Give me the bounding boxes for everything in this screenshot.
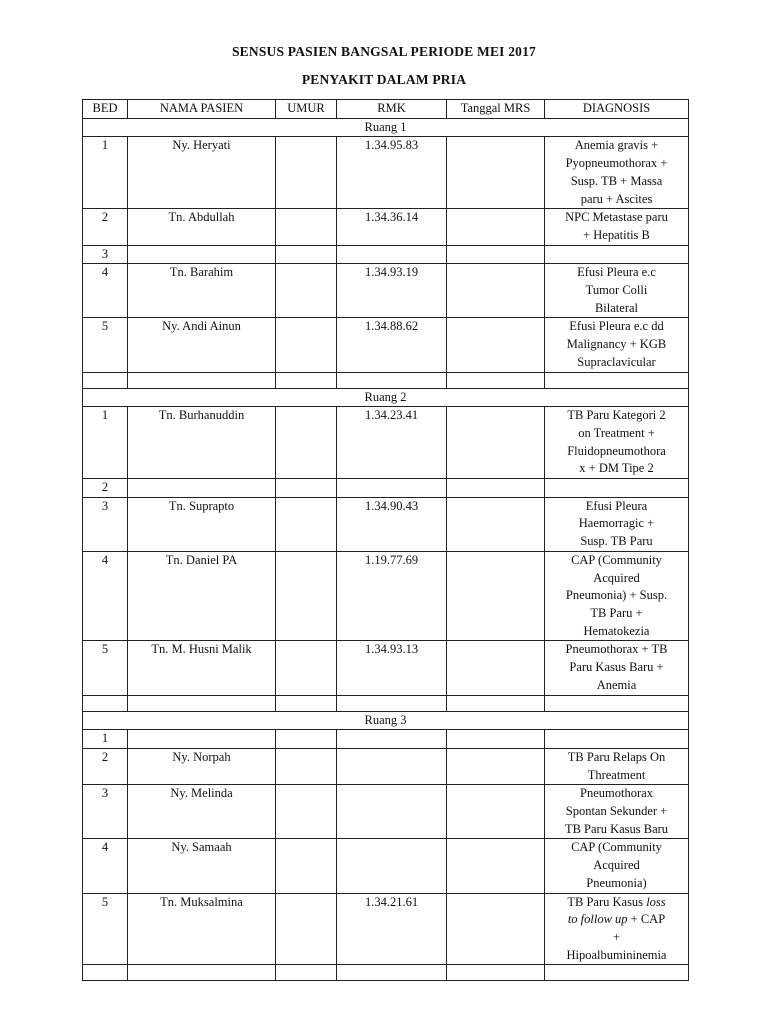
table-row <box>83 748 689 784</box>
spacer-cell <box>447 965 545 981</box>
patient-name: Tn. Suprapto <box>128 497 276 551</box>
table-row <box>83 407 689 479</box>
diagnosis-line: Susp. TB + Massa <box>570 173 663 188</box>
patient-age <box>276 497 337 551</box>
diagnosis-line: Acquired <box>593 858 640 873</box>
patient-mrs-date <box>447 318 545 372</box>
patient-name: Tn. M. Husni Malik <box>128 641 276 695</box>
room-row <box>83 388 689 407</box>
patient-mrs-date <box>447 407 545 479</box>
patient-name <box>128 245 276 264</box>
table-row <box>83 137 689 209</box>
patient-name: Ny. Andi Ainun <box>128 318 276 372</box>
room-row <box>83 118 689 137</box>
table-row <box>83 318 689 372</box>
header-diagnosis: DIAGNOSIS <box>545 100 689 119</box>
census-table <box>82 99 689 981</box>
patient-rmk <box>337 839 447 893</box>
diagnosis-part: loss <box>646 894 666 909</box>
bed-number: 3 <box>83 785 128 839</box>
bed-number: 2 <box>83 209 128 245</box>
header-tanggal-mrs: Tanggal MRS <box>447 100 545 119</box>
table-row <box>83 641 689 695</box>
spacer-cell <box>83 695 128 711</box>
table-row <box>83 264 689 318</box>
patient-age <box>276 264 337 318</box>
table-row <box>83 893 689 965</box>
patient-diagnosis <box>545 318 689 372</box>
diagnosis-line: Haemorragic + <box>578 516 655 531</box>
header-nama-pasien: NAMA PASIEN <box>128 100 276 119</box>
room-name: Ruang 3 <box>83 711 689 730</box>
patient-name: Tn. Daniel PA <box>128 551 276 641</box>
patient-diagnosis <box>545 839 689 893</box>
patient-name <box>128 479 276 498</box>
header-bed: BED <box>83 100 128 119</box>
spacer-cell <box>447 695 545 711</box>
patient-diagnosis <box>545 137 689 209</box>
bed-number: 2 <box>83 748 128 784</box>
diagnosis-line: TB Paru + <box>590 605 643 620</box>
patient-rmk: 1.34.23.41 <box>337 407 447 479</box>
patient-age <box>276 839 337 893</box>
patient-age <box>276 209 337 245</box>
spacer-cell <box>276 965 337 981</box>
patient-mrs-date <box>447 209 545 245</box>
patient-mrs-date <box>447 264 545 318</box>
bed-number: 5 <box>83 893 128 965</box>
diagnosis-line: TB Paru Kasus Baru <box>564 821 669 836</box>
patient-rmk: 1.34.95.83 <box>337 137 447 209</box>
spacer-cell <box>276 372 337 388</box>
diagnosis-line: Pneumothorax <box>580 786 653 801</box>
spacer-cell <box>545 372 689 388</box>
diagnosis-part: to follow up <box>567 912 628 927</box>
patient-name: Tn. Burhanuddin <box>128 407 276 479</box>
diagnosis-line: Pneumothorax + TB <box>565 642 668 657</box>
diagnosis-line: Spontan Sekunder + <box>565 804 668 819</box>
spacer-cell <box>83 965 128 981</box>
spacer-cell <box>447 372 545 388</box>
spacer-cell <box>337 695 447 711</box>
bed-number: 1 <box>83 730 128 749</box>
patient-mrs-date <box>447 497 545 551</box>
room-name: Ruang 1 <box>83 118 689 137</box>
patient-rmk <box>337 479 447 498</box>
spacer-cell <box>83 372 128 388</box>
bed-number: 4 <box>83 264 128 318</box>
diagnosis-line: Efusi Pleura <box>585 498 648 513</box>
spacer-cell <box>128 372 276 388</box>
diagnosis-part: + CAP <box>627 912 666 927</box>
patient-mrs-date <box>447 893 545 965</box>
patient-rmk <box>337 730 447 749</box>
diagnosis-part: + <box>612 929 621 944</box>
document-subtitle: PENYAKIT DALAM PRIA <box>301 72 467 87</box>
bed-number: 5 <box>83 318 128 372</box>
diagnosis-line: CAP (Community <box>571 840 662 855</box>
patient-mrs-date <box>447 730 545 749</box>
spacer-row <box>83 372 689 388</box>
diagnosis-part: TB Paru Kasus <box>567 894 647 909</box>
patient-name: Ny. Heryati <box>128 137 276 209</box>
table-body <box>83 118 689 981</box>
bed-number: 2 <box>83 479 128 498</box>
spacer-cell <box>545 965 689 981</box>
table-row <box>83 209 689 245</box>
spacer-row <box>83 965 689 981</box>
patient-rmk: 1.34.21.61 <box>337 893 447 965</box>
bed-number: 3 <box>83 245 128 264</box>
diagnosis-line: paru + Ascites <box>580 191 653 206</box>
patient-mrs-date <box>447 785 545 839</box>
patient-age <box>276 245 337 264</box>
diagnosis-line: Susp. TB Paru <box>580 534 653 549</box>
table-row <box>83 730 689 749</box>
patient-name: Ny. Melinda <box>128 785 276 839</box>
patient-name <box>128 730 276 749</box>
patient-mrs-date <box>447 839 545 893</box>
table-header-row <box>83 100 689 119</box>
patient-age <box>276 893 337 965</box>
diagnosis-line: Paru Kasus Baru + <box>569 660 664 675</box>
spacer-cell <box>337 965 447 981</box>
diagnosis-line: Anemia <box>596 677 637 692</box>
patient-name: Tn. Barahim <box>128 264 276 318</box>
patient-diagnosis <box>545 245 689 264</box>
table-row <box>83 551 689 641</box>
diagnosis-line: NPC Metastase paru <box>565 210 668 225</box>
diagnosis-line: Acquired <box>593 570 640 585</box>
diagnosis-part: Hipoalbumininemia <box>566 947 667 962</box>
patient-mrs-date <box>447 245 545 264</box>
patient-diagnosis <box>545 785 689 839</box>
bed-number: 4 <box>83 839 128 893</box>
patient-diagnosis <box>545 748 689 784</box>
spacer-row <box>83 695 689 711</box>
patient-age <box>276 730 337 749</box>
patient-mrs-date <box>447 479 545 498</box>
patient-age <box>276 318 337 372</box>
patient-age <box>276 137 337 209</box>
patient-mrs-date <box>447 551 545 641</box>
patient-diagnosis <box>545 407 689 479</box>
patient-age <box>276 479 337 498</box>
patient-rmk: 1.34.90.43 <box>337 497 447 551</box>
patient-mrs-date <box>447 748 545 784</box>
bed-number: 5 <box>83 641 128 695</box>
diagnosis-line: Efusi Pleura e.c <box>577 265 656 280</box>
patient-rmk <box>337 785 447 839</box>
diagnosis-line: Hematokezia <box>583 623 650 638</box>
patient-name: Tn. Abdullah <box>128 209 276 245</box>
bed-number: 3 <box>83 497 128 551</box>
patient-mrs-date <box>447 641 545 695</box>
diagnosis-line: on Treatment + <box>578 425 655 440</box>
patient-rmk: 1.34.36.14 <box>337 209 447 245</box>
diagnosis-line: TB Paru Relaps On <box>567 749 666 764</box>
diagnosis-line: Threatment <box>587 767 646 782</box>
document-title: SENSUS PASIEN BANGSAL PERIODE MEI 2017 <box>231 44 537 59</box>
patient-diagnosis <box>545 264 689 318</box>
diagnosis-line: CAP (Community <box>571 552 662 567</box>
patient-diagnosis <box>545 497 689 551</box>
patient-rmk: 1.19.77.69 <box>337 551 447 641</box>
patient-rmk <box>337 245 447 264</box>
spacer-cell <box>337 372 447 388</box>
spacer-cell <box>128 965 276 981</box>
patient-name: Ny. Samaah <box>128 839 276 893</box>
patient-diagnosis <box>545 893 689 965</box>
diagnosis-line: Pneumonia) <box>586 875 647 890</box>
patient-diagnosis <box>545 209 689 245</box>
diagnosis-line: Malignancy + KGB <box>566 337 667 352</box>
spacer-cell <box>276 695 337 711</box>
diagnosis-line: Supraclavicular <box>577 354 656 369</box>
patient-diagnosis <box>545 551 689 641</box>
table-row <box>83 479 689 498</box>
bed-number: 1 <box>83 407 128 479</box>
patient-rmk: 1.34.93.13 <box>337 641 447 695</box>
bed-number: 4 <box>83 551 128 641</box>
table-row <box>83 839 689 893</box>
header-umur: UMUR <box>276 100 337 119</box>
header-rmk: RMK <box>337 100 447 119</box>
table-row <box>83 785 689 839</box>
patient-age <box>276 407 337 479</box>
patient-diagnosis <box>545 730 689 749</box>
diagnosis-line: Tumor Colli <box>585 283 648 298</box>
diagnosis-line: TB Paru Kategori 2 <box>567 408 666 423</box>
patient-age <box>276 641 337 695</box>
room-name: Ruang 2 <box>83 388 689 407</box>
diagnosis-line: Pyopneumothorax + <box>565 156 668 171</box>
patient-rmk <box>337 748 447 784</box>
room-row <box>83 711 689 730</box>
patient-age <box>276 551 337 641</box>
diagnosis-line: Anemia gravis + <box>574 138 659 153</box>
patient-diagnosis <box>545 641 689 695</box>
patient-mrs-date <box>447 137 545 209</box>
spacer-cell <box>128 695 276 711</box>
patient-age <box>276 785 337 839</box>
patient-name: Ny. Norpah <box>128 748 276 784</box>
patient-age <box>276 748 337 784</box>
bed-number: 1 <box>83 137 128 209</box>
diagnosis-line: + Hepatitis B <box>583 227 650 242</box>
diagnosis-line: x + DM Tipe 2 <box>579 461 654 476</box>
patient-diagnosis <box>545 479 689 498</box>
table-row <box>83 497 689 551</box>
diagnosis-line: Fluidopneumothora <box>567 443 666 458</box>
patient-rmk: 1.34.88.62 <box>337 318 447 372</box>
diagnosis-line: Bilateral <box>594 300 639 315</box>
diagnosis-line: Efusi Pleura e.c dd <box>569 319 664 334</box>
diagnosis-line: Pneumonia) + Susp. <box>565 588 668 603</box>
patient-name: Tn. Muksalmina <box>128 893 276 965</box>
patient-rmk: 1.34.93.19 <box>337 264 447 318</box>
table-row <box>83 245 689 264</box>
spacer-cell <box>545 695 689 711</box>
